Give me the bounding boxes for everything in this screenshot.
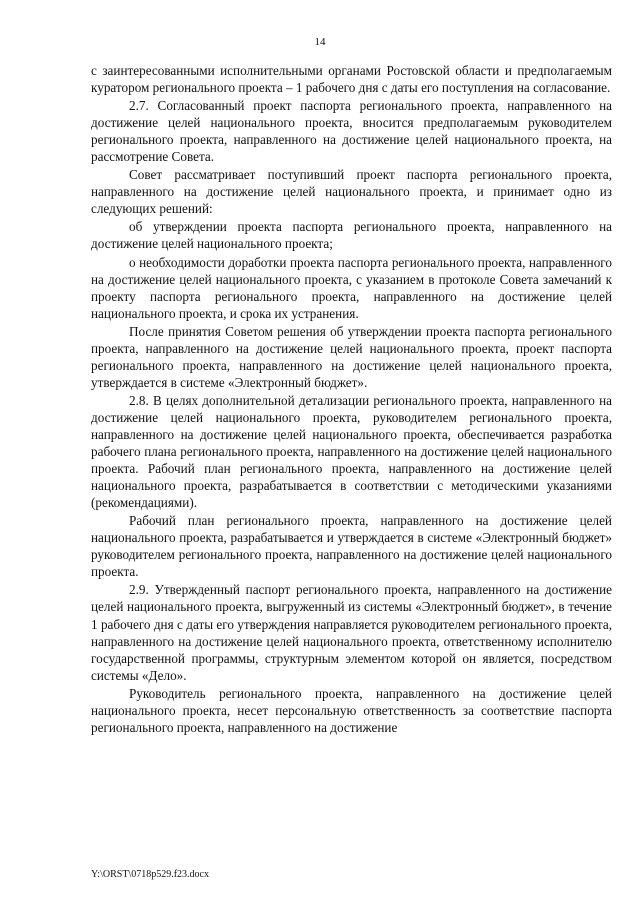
paragraph: Совет рассматривает поступивший проект паспорта регионального проекта, направленного на достижение целей национального проекта, и принимает одно из следующих решений: (91, 167, 612, 217)
paragraph: После принятия Советом решения об утверждении проекта паспорта регионального проекта, направленного на достижение целей национального проекта, проект паспорта регионального проекта, направленного на достижение целей национального проекта, утверждается в системе «Электронный бюджет». (91, 323, 612, 390)
page-number: 14 (314, 36, 326, 48)
paragraph: об утверждении проекта паспорта регионального проекта, направленного на достижение целей национального проекта; (91, 219, 612, 252)
paragraph: 2.9. Утвержденный паспорт регионального проекта, направленного на достижение целей национального проекта, выгруженный из системы «Электронный бюджет», в течение 1 рабочего дня с даты его утверждения направляется руководителем регионального проекта, направленного на достижение целей национального проекта, ответственному исполнителю государственной программы, структурным элементом которой он является, посредством системы «Дело». (91, 582, 612, 683)
paragraph: 2.8. В целях дополнительной детализации регионального проекта, направленного на достижение целей национального проекта, руководителем регионального проекта, направленного на достижение целей национального проекта, обеспечивается разработка рабочего плана регионального проекта, направленного на достижение целей национального проекта. Рабочий план регионального проекта, направленного на достижение целей национального проекта, разрабатывается в соответствии с методическими указаниями (рекомендациями). (91, 392, 612, 511)
paragraph: 2.7. Согласованный проект паспорта регионального проекта, направленного на достижение целей национального проекта, вносится предполагаемым руководителем регионального проекта, направленного на достижение целей национального проекта, на рассмотрение Совета. (91, 98, 612, 165)
file-path-footer: Y:\ORST\0718p529.f23.docx (91, 869, 209, 880)
paragraph: с заинтересованными исполнительными органами Ростовской области и предполагаемым куратором регионального проекта – 1 рабочего дня с даты его поступления на согласование. (91, 63, 612, 96)
paragraph: о необходимости доработки проекта паспорта регионального проекта, направленного на достижение целей национального проекта, с указанием в протоколе Совета замечаний к проекту паспорта регионального проекта, направленного на достижение целей национального проекта, и срока их устранения. (91, 254, 612, 321)
paragraph: Рабочий план регионального проекта, направленного на достижение целей национального проекта, разрабатывается и утверждается в системе «Электронный бюджет» руководителем регионального проекта, направленного на достижение целей национального проекта. (91, 513, 612, 580)
paragraph: Руководитель регионального проекта, направленного на достижение целей национального проекта, несет персональную ответственность за соответствие паспорта регионального проекта, направленного на достижение (91, 685, 612, 735)
document-body (91, 62, 612, 736)
